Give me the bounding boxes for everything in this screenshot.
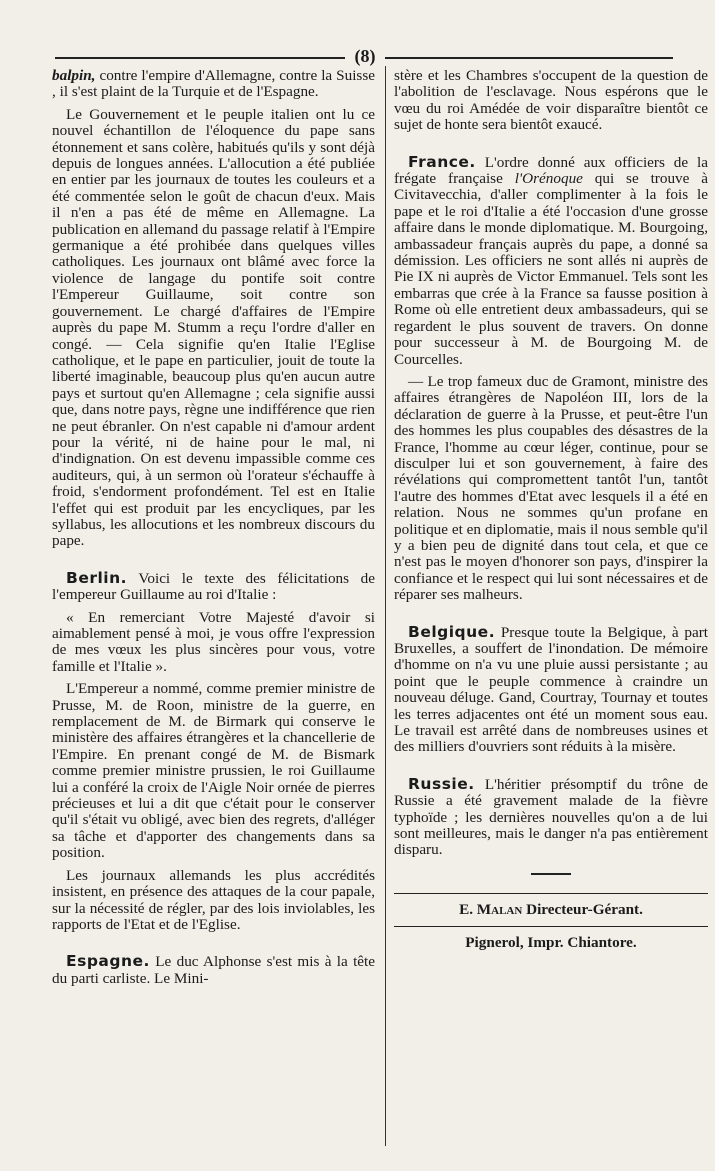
- telegram-quote-paragraph: « En remerciant Votre Majesté d'avoir si aimablement pensé à moi, je vous offre l'expression de mes vœux les plus sincères pour vous, votre famille et l'Italie ».: [52, 608, 375, 675]
- france-text-b: qui se trouve à Civitavecchia, d'aller complimenter à la fois le pape et le roi d'Italie a été l'occasion d'une grosse affaire dans le monde diplomatique. M. Bourgoing, ambassadeur français auprès du pape, a donné sa démission. Les officiers ne sont allés ni auprès de Pie IX ni auprès de Victor Emmanuel. Tels sont les embarras que crée à la France sa fausse position à Rome où elle entretient deux ambassadeurs, qui se regardent le plus souvent de travers. On donne pour successeur à M. de Bourgoing M. de Courcelles.: [394, 170, 708, 368]
- right-continuation-paragraph: stère et les Chambres s'occupent de la question de l'abolition de l'esclavage. Nous espérons que le vœu du roi Amédée de voir disparaître bientôt ce sujet de honte sera bientôt exaucé.: [394, 68, 708, 134]
- france-text-a: L'ordre donné aux officiers de la frégate française: [394, 153, 708, 188]
- berlin-text: Voici le texte des félicitations de l'empereur Guillaume au roi d'Italie :: [52, 569, 375, 604]
- espagne-heading: Espagne.: [66, 952, 150, 971]
- continuation-word: balpin,: [52, 68, 96, 84]
- page-header: [55, 48, 673, 68]
- left-column: [52, 68, 375, 1148]
- espagne-text: Le duc Alphonse s'est mis à la tête du parti carliste. Le Mini-: [52, 953, 375, 987]
- closing-separator: [531, 873, 571, 875]
- page-number: (8): [354, 46, 376, 66]
- signature-title: Directeur-Gérant.: [522, 900, 643, 918]
- signature-name: Malan: [476, 900, 523, 918]
- russie-text: L'héritier présomptif du trône de Russie a été gravement malade de la fièvre typhoïde ; les dernières nouvelles qu'on a de lui sont meilleures, mais le danger n'a pas entièrement disparu.: [394, 775, 708, 859]
- signature-rule-top: [394, 893, 708, 894]
- signature-initial: E.: [459, 900, 473, 918]
- left-continuation-paragraph: [52, 68, 375, 101]
- printer-line: Pignerol, Impr. Chiantore.: [465, 934, 637, 952]
- continuation-text: contre l'empire d'Allemagne, contre la Suisse , il s'est plaint de la Turquie et de l'Espagne.: [52, 68, 375, 101]
- russie-paragraph: [394, 776, 708, 859]
- header-rule-left: [55, 57, 345, 59]
- signature-rule-bottom: [394, 926, 708, 927]
- belgique-heading: Belgique.: [408, 622, 496, 641]
- belgique-paragraph: [394, 624, 708, 756]
- prussia-minister-paragraph: L'Empereur a nommé, comme premier ministre de Prusse, M. de Roon, ministre de la guerre, en remplacement de M. de Birmark qui conserve le ministère des affaires étrangères et la chancellerie de l'Empire. En prenant congé de M. de Bismark comme premier ministre prussien, le roi Guillaume lui a conféré la croix de l'Aigle Noir ornée de pierres précieuses et lui a dit que c'était pour le conserver qu'il s'était vu obligé, avec bien des regrets, d'alléger sa tâche et d'apporter des changements dans sa position.: [52, 680, 375, 862]
- russie-heading: Russie.: [408, 774, 475, 793]
- german-press-paragraph: Les journaux allemands les plus accrédités insistent, en présence des attaques de la cour papale, sur la nécessité de régler, par des lois inviolables, les rapports de l'Etat et de l'Eglise.: [52, 866, 375, 933]
- column-divider: [385, 66, 386, 1146]
- italy-commentary-paragraph: Le Gouvernement et le peuple italien ont lu ce nouvel échantillon de l'éloquence du pape sans étonnement et sans colère, habitués qu'ils y sont déjà depuis de longues années. L'allocution a été publiée en entier par les journaux de toutes les couleurs et a été commentée selon le goût de chacun d'eux. Mais il n'en a pas été de même en Allemagne. La publication en allemand du passage relatif à l'Empire germanique a été prohibée dans quelques villes catholiques. Les journaux ont blâmé avec force la violence de langage du pontife soit contre l'Empereur Guillaume, soit contre son gouvernement. Le chargé d'affaires de l'Empire auprès du pape M. Stumm a reçu l'ordre d'aller en congé. — Cela signifie qu'en Italie l'Eglise catholique, et le pape en particulier, jouit de toute la liberté imaginable, beaucoup plus qu'en aucun autre pays et surtout qu'en Allemagne ; cela signifie aussi que, dans notre pays, règne une indifférence que rien ne peut ébranler. On n'est capable ni d'amour ardent pour la vérité, ni de haine pour le mal, ni d'indignation. On est devenu impassible comme ces auditeurs, qui, à un sermon où l'orateur s'échauffe à froid, s'endorment profondément. Tel est en Italie l'effet qui est produit par les encycliques, par les syllabus, les allocutions et les nombreux discours du pape.: [52, 105, 375, 550]
- berlin-paragraph: [52, 570, 375, 604]
- espagne-paragraph: [52, 953, 375, 987]
- france-heading: France.: [408, 152, 476, 171]
- right-column: [394, 68, 708, 1148]
- frigate-name: l'Orénoque: [514, 170, 583, 188]
- header-rule-right: [385, 57, 673, 59]
- signature-line: [394, 902, 708, 918]
- berlin-heading: Berlin.: [66, 568, 128, 587]
- belgique-text: Presque toute la Belgique, à part Bruxelles, a souffert de l'inondation. De mémoire d'homme on n'a vu une pluie aussi persistante ; au point que le peuple commence à craindre un nouveau déluge. Gand, Courtray, Tournay et toutes les terres adjacentes ont été un moment sous eau. Le travail est arrêté dans de nombreuses usines et des milliers d'ouvriers sont réduits à la misère.: [394, 623, 708, 756]
- gramont-paragraph: — Le trop fameux duc de Gramont, ministre des affaires étrangères de Napoléon III, lors de la déclaration de guerre à la Prusse, et peut-être l'un des hommes les plus coupables des désastres de la France, l'homme au cœur léger, continue, pour se disculper lui et son gouvernement, à faire des révélations qui compromettent tantôt l'un, tantôt l'autre des hommes d'Etat avec lesquels il a été en relation. Nous ne sommes qu'un profane en politique et en diplomatie, mais il nous semble qu'il y a bien peu de dignité dans tout cela, et que ce n'est pas le moyen d'honorer son pays, d'inspirer la confiance et le respect qui lui sont nécessaires et de réparer ses malheurs.: [394, 372, 708, 604]
- france-paragraph: [394, 154, 708, 368]
